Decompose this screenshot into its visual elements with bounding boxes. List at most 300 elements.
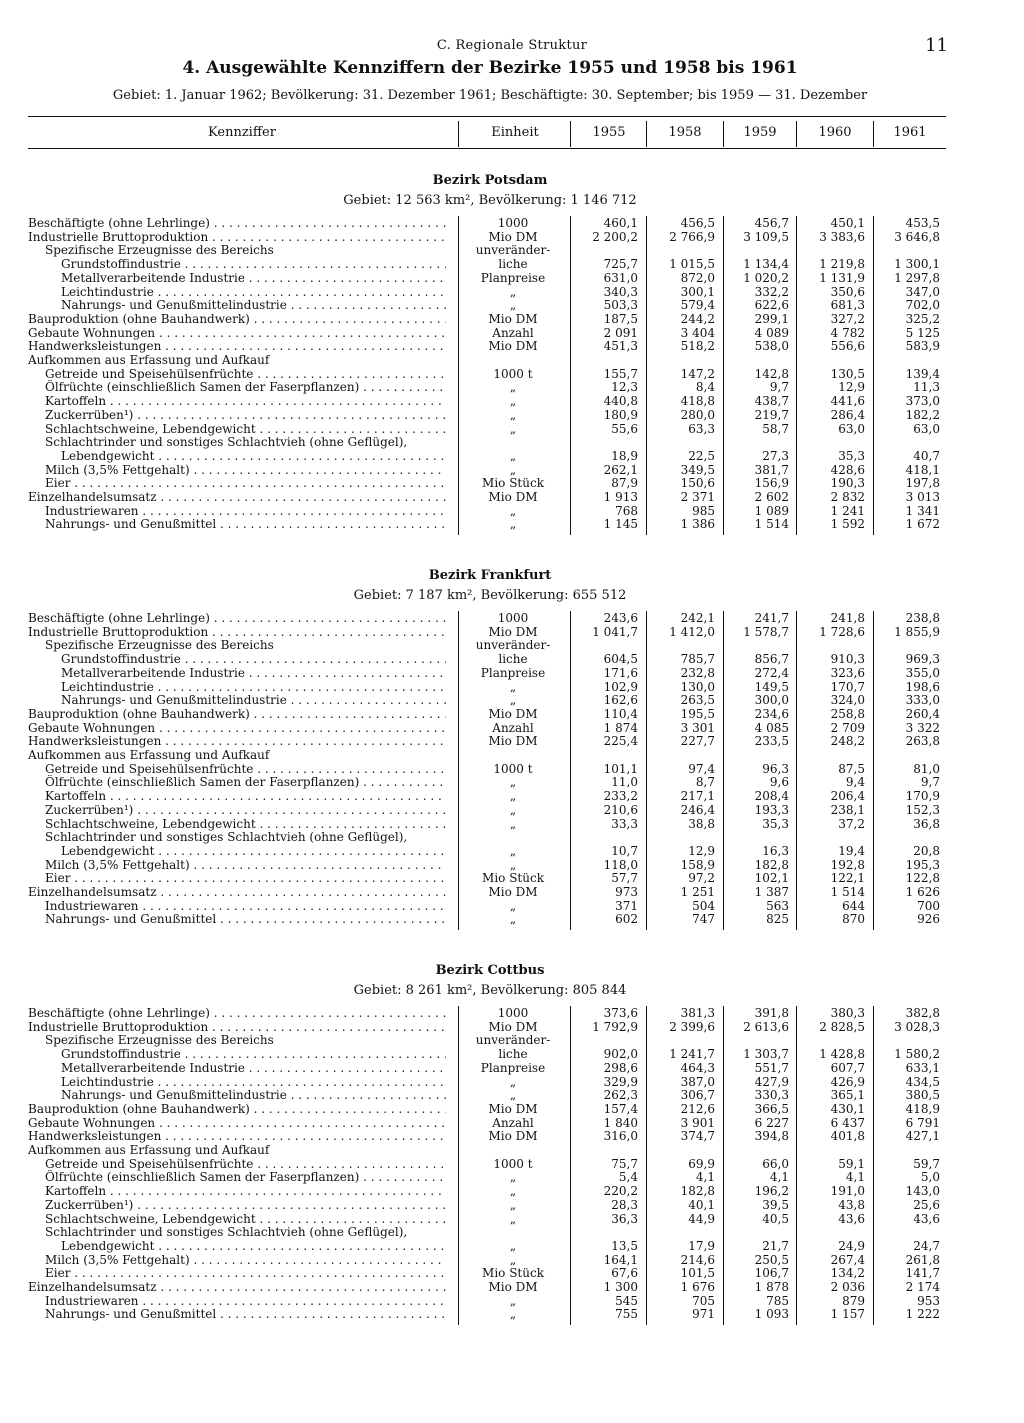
row-value-1960: 441,6: [830, 394, 865, 409]
column-year: 1960: [818, 125, 852, 140]
row-value-1961: 63,0: [913, 421, 940, 436]
header-rule: [28, 148, 946, 149]
table-row: [28, 463, 946, 477]
row-value-1959: 538,0: [754, 339, 789, 354]
row-unit: Mio DM: [488, 734, 538, 749]
row-value-1959: 456,7: [754, 216, 789, 230]
row-value-1960: 1 219,8: [819, 257, 865, 272]
row-label: Schlachtrinder und sonstiges Schlachtvieh (ohne Geflügel),: [45, 1225, 408, 1240]
row-value-1955: 316,0: [603, 1129, 638, 1144]
column-year: 1955: [592, 125, 626, 140]
row-value-1961: 24,7: [913, 1238, 940, 1253]
row-value-1959: 40,5: [762, 1211, 789, 1226]
row-value-1961: 198,6: [905, 679, 940, 694]
row-value-1955: 5,4: [618, 1170, 638, 1185]
row-value-1961: 1 297,8: [894, 270, 940, 285]
row-value-1961: 238,8: [905, 611, 940, 625]
row-unit: Mio DM: [488, 229, 538, 244]
row-unit: „: [509, 857, 517, 872]
row-value-1960: 323,6: [830, 665, 865, 680]
row-unit: 1000 t: [493, 1156, 533, 1171]
row-label: Zuckerrüben¹) . . .: [45, 803, 446, 817]
row-value-1961: 260,4: [905, 706, 940, 721]
row-unit: Mio DM: [488, 885, 538, 899]
row-value-1960: 267,4: [830, 1252, 865, 1267]
table-row: [28, 789, 946, 803]
row-value-1955: 118,0: [603, 857, 638, 872]
row-unit: „: [509, 1170, 517, 1185]
row-label: Spezifische Erzeugnisse des Bereichs: [45, 1033, 274, 1048]
row-label: Industriewaren . . .: [45, 504, 446, 518]
row-label: Nahrungs- und Genußmittel . . .: [45, 1307, 446, 1321]
row-unit: „: [509, 284, 517, 299]
row-value-1958: 101,5: [680, 1266, 715, 1281]
row-unit: „: [509, 775, 517, 790]
row-value-1961: 953: [917, 1293, 940, 1308]
row-value-1955: 110,4: [603, 706, 638, 721]
row-value-1959: 3 109,5: [743, 229, 789, 244]
table-row: [28, 1307, 946, 1321]
row-value-1958: 242,1: [680, 611, 715, 625]
row-label: Milch (3,5% Fettgehalt) . . .: [45, 858, 446, 872]
row-value-1961: 926: [917, 912, 940, 927]
row-value-1959: 381,7: [754, 462, 789, 477]
row-value-1955: 373,6: [603, 1006, 638, 1020]
row-value-1959: 2 602: [754, 490, 789, 504]
row-value-1955: 1 913: [603, 490, 638, 504]
row-unit: unveränder-: [475, 1033, 551, 1048]
row-value-1961: 3 322: [905, 720, 940, 735]
row-value-1959: 9,7: [769, 380, 789, 395]
table-row: [28, 1239, 946, 1253]
row-label: Aufkommen aus Erfassung und Aufkauf: [28, 353, 270, 367]
table-row: [28, 285, 946, 299]
row-label: Eier . . .: [45, 1266, 446, 1280]
row-value-1958: 227,7: [680, 734, 715, 749]
row-value-1959: 1 020,2: [743, 270, 789, 285]
row-value-1960: 327,2: [830, 311, 865, 326]
row-value-1955: 210,6: [603, 802, 638, 817]
row-value-1959: 1 303,7: [743, 1047, 789, 1062]
row-value-1959: 102,1: [754, 871, 789, 886]
row-value-1961: 59,7: [913, 1156, 940, 1171]
row-value-1961: 382,8: [905, 1006, 940, 1020]
row-value-1958: 182,8: [680, 1184, 715, 1199]
row-label: Einzelhandelsumsatz . . .: [28, 885, 446, 899]
row-value-1961: 333,0: [905, 693, 940, 708]
row-label: Grundstoffindustrie . . .: [61, 652, 446, 666]
bezirk-info: Gebiet: 8 261 km², Bevölkerung: 805 844: [353, 983, 627, 998]
row-value-1958: 4,1: [695, 1170, 715, 1185]
row-value-1955: 57,7: [611, 871, 638, 886]
row-value-1960: 2 709: [830, 720, 865, 735]
row-value-1959: 391,8: [754, 1006, 789, 1020]
row-value-1959: 250,5: [754, 1252, 789, 1267]
row-value-1960: 63,0: [838, 421, 865, 436]
row-value-1958: 456,5: [680, 216, 715, 230]
row-value-1961: 197,8: [905, 476, 940, 491]
row-value-1961: 2 174: [905, 1280, 940, 1294]
row-unit: Planpreise: [480, 270, 546, 285]
row-value-1955: 460,1: [603, 216, 638, 230]
row-label: Spezifische Erzeugnisse des Bereichs: [45, 638, 274, 653]
row-value-1959: 234,6: [754, 706, 789, 721]
row-unit: „: [509, 912, 517, 927]
row-value-1961: 6 791: [905, 1115, 940, 1130]
row-value-1959: 4 085: [754, 720, 789, 735]
row-value-1960: 2 832: [830, 490, 865, 504]
row-value-1959: 394,8: [754, 1129, 789, 1144]
row-unit: „: [509, 517, 517, 532]
row-value-1959: 4,1: [769, 1170, 789, 1185]
table-row: [28, 844, 946, 858]
row-label: Zuckerrüben¹) . . .: [45, 1198, 446, 1212]
row-value-1955: 902,0: [603, 1047, 638, 1062]
row-value-1959: 1 578,7: [743, 624, 789, 639]
row-value-1961: 170,9: [905, 789, 940, 804]
table-row: [28, 830, 946, 844]
table-row: [28, 408, 946, 422]
table-row: [28, 339, 946, 353]
row-value-1955: 180,9: [603, 407, 638, 422]
row-value-1960: 1 428,8: [819, 1047, 865, 1062]
row-value-1961: 1 300,1: [894, 257, 940, 272]
table-row: [28, 1006, 946, 1020]
row-value-1960: 286,4: [830, 407, 865, 422]
row-value-1955: 87,9: [611, 476, 638, 491]
row-value-1960: 2 036: [830, 1280, 865, 1294]
row-unit: liche: [498, 652, 528, 667]
row-value-1958: 69,9: [688, 1156, 715, 1171]
row-value-1955: 602: [615, 912, 638, 927]
row-value-1955: 67,6: [611, 1266, 638, 1281]
row-unit: Mio DM: [488, 706, 538, 721]
row-value-1960: 122,1: [830, 871, 865, 886]
row-value-1961: 1 855,9: [894, 624, 940, 639]
row-value-1960: 43,6: [838, 1211, 865, 1226]
row-unit: „: [509, 802, 517, 817]
row-label: Gebaute Wohnungen . . .: [28, 721, 446, 735]
row-value-1960: 681,3: [830, 298, 865, 313]
table-row: [28, 243, 946, 257]
row-value-1955: 262,3: [603, 1088, 638, 1103]
row-unit: 1000: [497, 216, 529, 230]
row-label: Einzelhandelsumsatz . . .: [28, 1280, 446, 1294]
row-value-1955: 329,9: [603, 1074, 638, 1089]
row-unit: Mio Stück: [482, 476, 544, 491]
table-row: [28, 1088, 946, 1102]
row-value-1960: 607,7: [830, 1060, 865, 1075]
row-label: Eier . . .: [45, 476, 446, 490]
table-row: [28, 422, 946, 436]
row-label: Kartoffeln . . .: [45, 1184, 446, 1198]
row-unit: Anzahl: [492, 325, 534, 340]
row-value-1961: 1 672: [905, 517, 940, 532]
row-unit: Planpreise: [480, 1060, 546, 1075]
row-value-1961: 25,6: [913, 1197, 940, 1212]
table-row: [28, 490, 946, 504]
row-value-1960: 380,3: [830, 1006, 865, 1020]
row-value-1961: 702,0: [905, 298, 940, 313]
row-value-1955: 768: [615, 503, 638, 518]
row-value-1958: 971: [692, 1307, 715, 1322]
row-value-1961: 122,8: [905, 871, 940, 886]
row-label: Metallverarbeitende Industrie . . .: [61, 1061, 446, 1075]
row-value-1961: 3 646,8: [894, 229, 940, 244]
column-year: 1958: [668, 125, 702, 140]
row-label: Beschäftigte (ohne Lehrlinge) . . .: [28, 1006, 446, 1020]
row-unit: Anzahl: [492, 720, 534, 735]
row-value-1958: 705: [692, 1293, 715, 1308]
table-row: [28, 1102, 946, 1116]
table-row: [28, 1294, 946, 1308]
row-unit: „: [509, 1074, 517, 1089]
column-divider: [570, 121, 571, 147]
table-row: [28, 1170, 946, 1184]
row-value-1960: 206,4: [830, 789, 865, 804]
row-value-1958: 130,0: [680, 679, 715, 694]
row-unit: „: [509, 1184, 517, 1199]
row-label: Leichtindustrie . . .: [61, 1075, 446, 1089]
row-value-1955: 545: [615, 1293, 638, 1308]
table-row: [28, 912, 946, 926]
row-value-1955: 36,3: [611, 1211, 638, 1226]
row-value-1960: 3 383,6: [819, 229, 865, 244]
row-value-1961: 263,8: [905, 734, 940, 749]
row-value-1959: 856,7: [754, 652, 789, 667]
row-value-1961: 700: [917, 898, 940, 913]
row-label: Nahrungs- und Genußmittel . . .: [45, 517, 446, 531]
row-value-1959: 35,3: [762, 816, 789, 831]
row-value-1958: 195,5: [680, 706, 715, 721]
row-value-1955: 298,6: [603, 1060, 638, 1075]
row-value-1961: 380,5: [905, 1088, 940, 1103]
row-unit: Mio DM: [488, 1019, 538, 1034]
row-value-1955: 2 200,2: [592, 229, 638, 244]
row-label: Handwerksleistungen . . .: [28, 734, 446, 748]
row-value-1959: 2 613,6: [743, 1019, 789, 1034]
table-row: [28, 312, 946, 326]
row-value-1955: 75,7: [611, 1156, 638, 1171]
row-label: Industrielle Bruttoproduktion . . .: [28, 625, 446, 639]
row-value-1960: 258,8: [830, 706, 865, 721]
row-value-1958: 44,9: [688, 1211, 715, 1226]
row-value-1961: 418,9: [905, 1101, 940, 1116]
row-value-1961: 139,4: [905, 366, 940, 381]
row-unit: „: [509, 448, 517, 463]
row-value-1958: 232,8: [680, 665, 715, 680]
row-unit: „: [509, 421, 517, 436]
row-value-1959: 106,7: [754, 1266, 789, 1281]
table-row: [28, 1266, 946, 1280]
row-value-1959: 825: [766, 912, 789, 927]
table-row: [28, 1020, 946, 1034]
table-row: [28, 707, 946, 721]
row-label: Industrielle Bruttoproduktion . . .: [28, 1020, 446, 1034]
table-row: [28, 680, 946, 694]
table-row: [28, 476, 946, 490]
row-value-1955: 1 874: [603, 720, 638, 735]
row-value-1959: 366,5: [754, 1101, 789, 1116]
row-label: Aufkommen aus Erfassung und Aufkauf: [28, 1143, 270, 1157]
row-value-1955: 10,7: [611, 843, 638, 858]
row-label: Schlachtschweine, Lebendgewicht . . .: [45, 422, 446, 436]
column-divider: [723, 121, 724, 147]
row-unit: „: [509, 1197, 517, 1212]
row-value-1960: 241,8: [830, 611, 865, 625]
row-value-1960: 365,1: [830, 1088, 865, 1103]
row-value-1960: 134,2: [830, 1266, 865, 1281]
row-value-1960: 4,1: [845, 1170, 865, 1185]
column-divider: [646, 121, 647, 147]
row-unit: Mio DM: [488, 490, 538, 504]
row-value-1959: 1 089: [754, 503, 789, 518]
row-value-1955: 33,3: [611, 816, 638, 831]
row-value-1958: 518,2: [680, 339, 715, 354]
table-row: [28, 1212, 946, 1226]
row-unit: „: [509, 380, 517, 395]
row-unit: „: [509, 407, 517, 422]
row-value-1960: 24,9: [838, 1238, 865, 1253]
table-row: [28, 353, 946, 367]
row-value-1961: 633,1: [905, 1060, 940, 1075]
row-label: Kartoffeln . . .: [45, 394, 446, 408]
row-value-1960: 59,1: [838, 1156, 865, 1171]
row-value-1961: 453,5: [905, 216, 940, 230]
row-unit: „: [509, 1293, 517, 1308]
row-value-1958: 263,5: [680, 693, 715, 708]
row-value-1958: 985: [692, 503, 715, 518]
row-unit: Mio Stück: [482, 871, 544, 886]
row-value-1959: 6 227: [754, 1115, 789, 1130]
page-number: 11: [925, 35, 948, 56]
row-value-1958: 214,6: [680, 1252, 715, 1267]
row-value-1959: 4 089: [754, 325, 789, 340]
table-row: [28, 803, 946, 817]
row-value-1958: 22,5: [688, 448, 715, 463]
row-unit: „: [509, 898, 517, 913]
row-unit: unveränder-: [475, 638, 551, 653]
row-value-1958: 349,5: [680, 462, 715, 477]
row-value-1958: 374,7: [680, 1129, 715, 1144]
row-label: Zuckerrüben¹) . . .: [45, 408, 446, 422]
table-row: [28, 693, 946, 707]
row-value-1959: 233,5: [754, 734, 789, 749]
row-value-1958: 1 241,7: [669, 1047, 715, 1062]
row-value-1958: 38,8: [688, 816, 715, 831]
row-value-1959: 551,7: [754, 1060, 789, 1075]
row-unit: „: [509, 1088, 517, 1103]
row-value-1959: 332,2: [754, 284, 789, 299]
row-unit: „: [509, 1307, 517, 1322]
bezirk-info: Gebiet: 12 563 km², Bevölkerung: 1 146 712: [343, 193, 637, 208]
row-value-1958: 747: [692, 912, 715, 927]
table-row: [28, 817, 946, 831]
row-value-1960: 430,1: [830, 1101, 865, 1116]
bezirk-name: Bezirk Potsdam: [432, 173, 548, 188]
row-label: Metallverarbeitende Industrie . . .: [61, 666, 446, 680]
row-unit: 1000: [497, 611, 529, 625]
row-value-1955: 1 300: [603, 1280, 638, 1294]
row-value-1959: 58,7: [762, 421, 789, 436]
row-unit: 1000: [497, 1006, 529, 1020]
row-value-1955: 1 145: [603, 517, 638, 532]
row-unit: „: [509, 816, 517, 831]
table-subtitle: Gebiet: 1. Januar 1962; Bevölkerung: 31. Dezember 1961; Beschäftigte: 30. September; bis 1959 — 31. Dezember: [112, 88, 868, 103]
row-value-1958: 387,0: [680, 1074, 715, 1089]
row-value-1955: 162,6: [603, 693, 638, 708]
row-label: Nahrungs- und Genußmittelindustrie . . .: [61, 1088, 446, 1102]
row-value-1955: 503,3: [603, 298, 638, 313]
row-value-1958: 150,6: [680, 476, 715, 491]
row-value-1958: 8,7: [695, 775, 715, 790]
row-value-1955: 164,1: [603, 1252, 638, 1267]
row-value-1960: 428,6: [830, 462, 865, 477]
row-value-1961: 152,3: [905, 802, 940, 817]
row-value-1959: 96,3: [762, 761, 789, 776]
row-value-1959: 427,9: [754, 1074, 789, 1089]
row-value-1959: 563: [766, 898, 789, 913]
table-row: [28, 380, 946, 394]
row-value-1960: 238,1: [830, 802, 865, 817]
row-value-1960: 1 157: [830, 1307, 865, 1322]
row-unit: 1000 t: [493, 366, 533, 381]
row-label: Industrielle Bruttoproduktion . . .: [28, 230, 446, 244]
row-value-1961: 1 222: [905, 1307, 940, 1322]
row-value-1961: 261,8: [905, 1252, 940, 1267]
row-value-1961: 1 341: [905, 503, 940, 518]
table-title: 4. Ausgewählte Kennziffern der Bezirke 1955 und 1958 bis 1961: [182, 58, 798, 78]
row-value-1959: 785: [766, 1293, 789, 1308]
row-value-1959: 272,4: [754, 665, 789, 680]
table-row: [28, 858, 946, 872]
row-value-1961: 3 013: [905, 490, 940, 504]
row-value-1958: 2 371: [680, 490, 715, 504]
row-value-1960: 350,6: [830, 284, 865, 299]
row-label: Kartoffeln . . .: [45, 789, 446, 803]
row-value-1960: 190,3: [830, 476, 865, 491]
row-value-1958: 212,6: [680, 1101, 715, 1116]
table-row: [28, 871, 946, 885]
row-label: Nahrungs- und Genußmittelindustrie . . .: [61, 693, 446, 707]
row-value-1959: 208,4: [754, 789, 789, 804]
row-value-1958: 246,4: [680, 802, 715, 817]
page-header: [0, 18, 1024, 56]
row-value-1960: 12,9: [838, 380, 865, 395]
row-label: Getreide und Speisehülsenfrüchte . . .: [45, 762, 446, 776]
row-label: Spezifische Erzeugnisse des Bereichs: [45, 243, 274, 258]
row-label: Handwerksleistungen . . .: [28, 339, 446, 353]
row-unit: Planpreise: [480, 665, 546, 680]
table-row: [28, 394, 946, 408]
row-value-1960: 1 131,9: [819, 270, 865, 285]
row-value-1960: 4 782: [830, 325, 865, 340]
row-unit: „: [509, 693, 517, 708]
row-label: Milch (3,5% Fettgehalt) . . .: [45, 463, 446, 477]
row-value-1961: 9,7: [920, 775, 940, 790]
row-value-1960: 170,7: [830, 679, 865, 694]
row-value-1959: 330,3: [754, 1088, 789, 1103]
row-label: Industriewaren . . .: [45, 899, 446, 913]
row-unit: unveränder-: [475, 243, 551, 258]
row-value-1960: 556,6: [830, 339, 865, 354]
row-value-1960: 426,9: [830, 1074, 865, 1089]
row-value-1955: 1 840: [603, 1115, 638, 1130]
table-row: [28, 734, 946, 748]
column-kennziffer: Kennziffer: [208, 125, 276, 140]
row-unit: „: [509, 462, 517, 477]
row-value-1958: 300,1: [680, 284, 715, 299]
